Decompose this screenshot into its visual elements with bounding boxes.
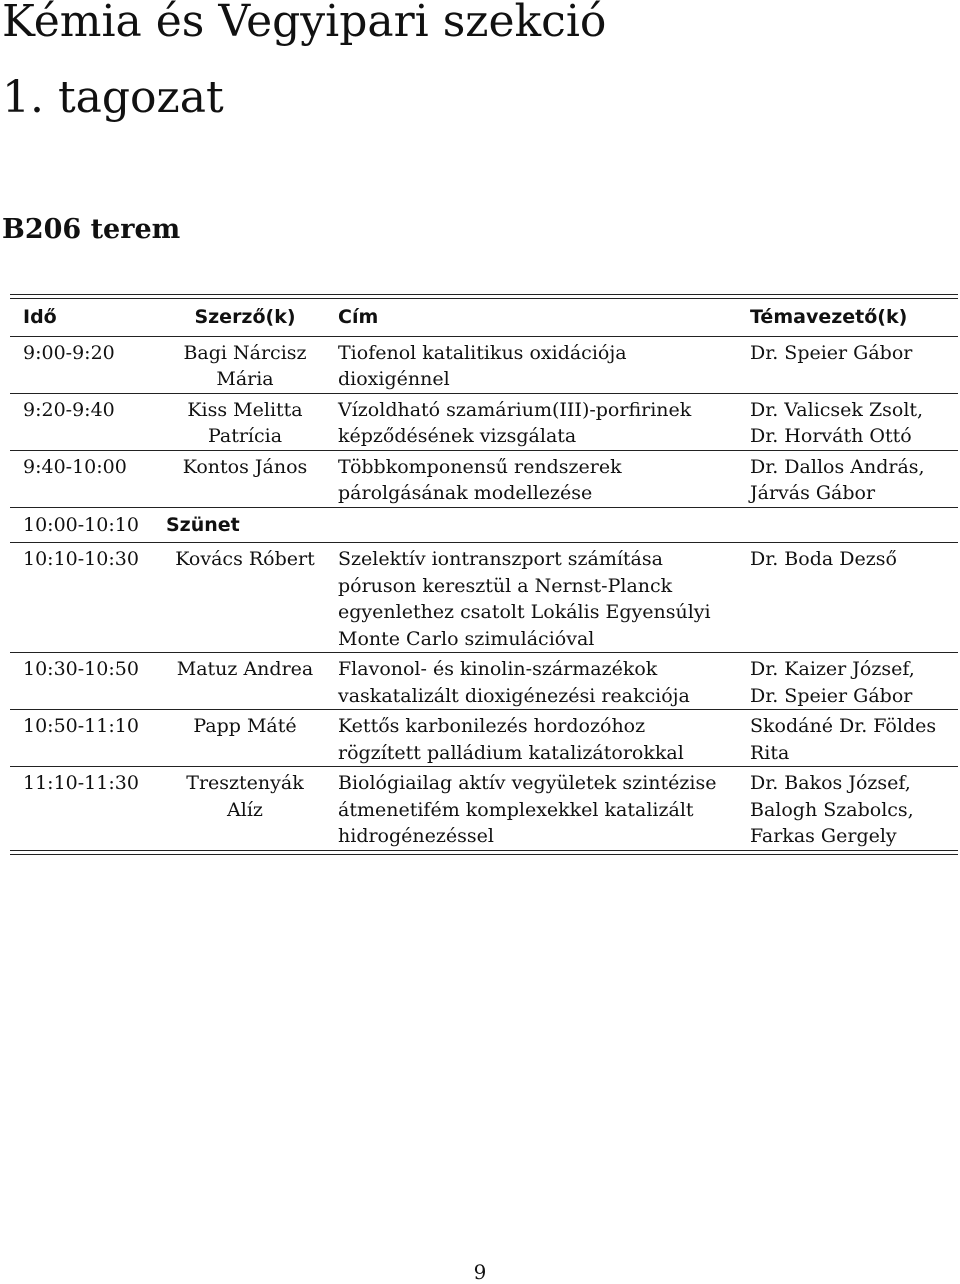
table-row [10, 450, 958, 507]
cell-title-line: képződésének vizsgálata [338, 425, 577, 447]
cell-title-line: Flavonol- és kinolin-származékok [338, 658, 658, 680]
cell-title-line: rögzített palládium katalizátorokkal [338, 741, 684, 764]
cell-supervisors-line: Dr. Speier Gábor [750, 341, 913, 364]
cell-supervisors [750, 767, 958, 850]
cell-title [338, 767, 750, 850]
cell-authors-line: Kovács Róbert [175, 548, 315, 570]
cell-supervisors [750, 393, 958, 450]
cell-title-line: Biológiailag aktív vegyületek szintézise [338, 772, 717, 794]
cell-title [338, 450, 750, 507]
header-supervisors: Témavezető(k) [750, 306, 908, 328]
cell-supervisors-line: Rita [750, 741, 790, 764]
cell-time: 10:30-10:50 [10, 653, 166, 710]
cell-authors-line: Tresztenyák [186, 772, 304, 794]
cell-supervisors [750, 653, 958, 710]
cell-authors [166, 710, 338, 767]
cell-title [338, 336, 750, 393]
cell-authors [166, 393, 338, 450]
cell-supervisors-line: Dr. Boda Dezső [750, 548, 897, 570]
cell-title-line: Kettős karbonilezés hordozóhoz [338, 715, 646, 737]
header-title: Cím [338, 306, 379, 328]
cell-supervisors-line: Skodáné Dr. Földes [750, 715, 937, 737]
cell-authors [166, 767, 338, 850]
cell-title-line: hidrogénezéssel [338, 825, 494, 847]
cell-authors-line: Kiss Melitta [187, 398, 303, 421]
cell-time: 9:40-10:00 [10, 450, 166, 507]
header-authors: Szerző(k) [194, 306, 296, 328]
cell-title [338, 653, 750, 710]
cell-title-line: dioxigénnel [338, 368, 450, 390]
cell-supervisors-line: Dr. Kaizer József, [750, 658, 915, 680]
page-number: 9 [473, 1260, 487, 1284]
cell-supervisors-line: Dr. Dallos András, [750, 455, 925, 478]
cell-title [338, 393, 750, 450]
header-time: Idő [23, 306, 57, 328]
cell-supervisors-line: Dr. Bakos József, [750, 772, 911, 794]
track-title: 1. tagozat [2, 72, 224, 123]
cell-time: 9:00-9:20 [10, 336, 166, 393]
cell-supervisors-line: Járvás Gábor [750, 482, 876, 504]
cell-supervisors-line: Dr. Valicsek Zsolt, [750, 398, 924, 421]
cell-supervisors-line: Dr. Horváth Ottó [750, 425, 912, 447]
cell-authors-line: Mária [216, 368, 274, 390]
table-header-row [10, 299, 958, 336]
cell-title-line: vaskatalizált dioxigénezési reakciója [338, 684, 690, 707]
cell-title-line: Tiofenol katalitikus oxidációja [338, 341, 627, 364]
cell-title [338, 543, 750, 653]
cell-time: 10:10-10:30 [10, 543, 166, 653]
cell-title-line: egyenlethez csatolt Lokális Egyensúlyi [338, 601, 711, 623]
cell-title-line: Vízoldható szamárium(III)-porfirinek [338, 398, 692, 421]
cell-supervisors [750, 710, 958, 767]
cell-time: 10:00-10:10 [10, 507, 166, 543]
table-row [10, 543, 958, 653]
cell-title [338, 710, 750, 767]
table-bottom-rule [10, 850, 958, 855]
cell-authors-line: Kontos János [182, 455, 308, 478]
cell-authors [166, 653, 338, 710]
cell-title-line: póruson keresztül a Nernst-Planck [338, 574, 673, 597]
cell-time: 11:10-11:30 [10, 767, 166, 850]
room-heading: B206 terem [2, 214, 181, 245]
cell-title-line: Többkomponensű rendszerek [338, 455, 622, 478]
table-row [10, 393, 958, 450]
cell-title-line: párolgásának modellezése [338, 482, 593, 504]
cell-authors-line: Matuz Andrea [176, 658, 314, 680]
cell-supervisors-line: Farkas Gergely [750, 825, 897, 847]
cell-authors [166, 543, 338, 653]
cell-supervisors [750, 543, 958, 653]
cell-authors-line: Papp Máté [193, 715, 297, 737]
cell-supervisors-line: Dr. Speier Gábor [750, 684, 913, 707]
cell-time: 9:20-9:40 [10, 393, 166, 450]
cell-title-line: Monte Carlo szimulációval [338, 627, 595, 650]
table-row [10, 767, 958, 850]
cell-authors-line: Patrícia [207, 425, 283, 447]
cell-authors [166, 450, 338, 507]
cell-authors [166, 336, 338, 393]
cell-supervisors [750, 450, 958, 507]
schedule-table [10, 294, 958, 855]
cell-break: Szünet [166, 507, 958, 543]
cell-title-line: átmenetifém komplexekkel katalizált [338, 798, 694, 821]
break-row [10, 507, 958, 543]
section-title: Kémia és Vegyipari szekció [2, 0, 607, 47]
table-row [10, 336, 958, 393]
cell-title-line: Szelektív iontranszport számítása [338, 548, 663, 570]
cell-authors-line: Bagi Nárcisz [183, 341, 307, 364]
table-row [10, 653, 958, 710]
cell-authors-line: Alíz [227, 798, 263, 821]
table-row [10, 710, 958, 767]
cell-supervisors [750, 336, 958, 393]
cell-time: 10:50-11:10 [10, 710, 166, 767]
cell-supervisors-line: Balogh Szabolcs, [750, 798, 914, 821]
